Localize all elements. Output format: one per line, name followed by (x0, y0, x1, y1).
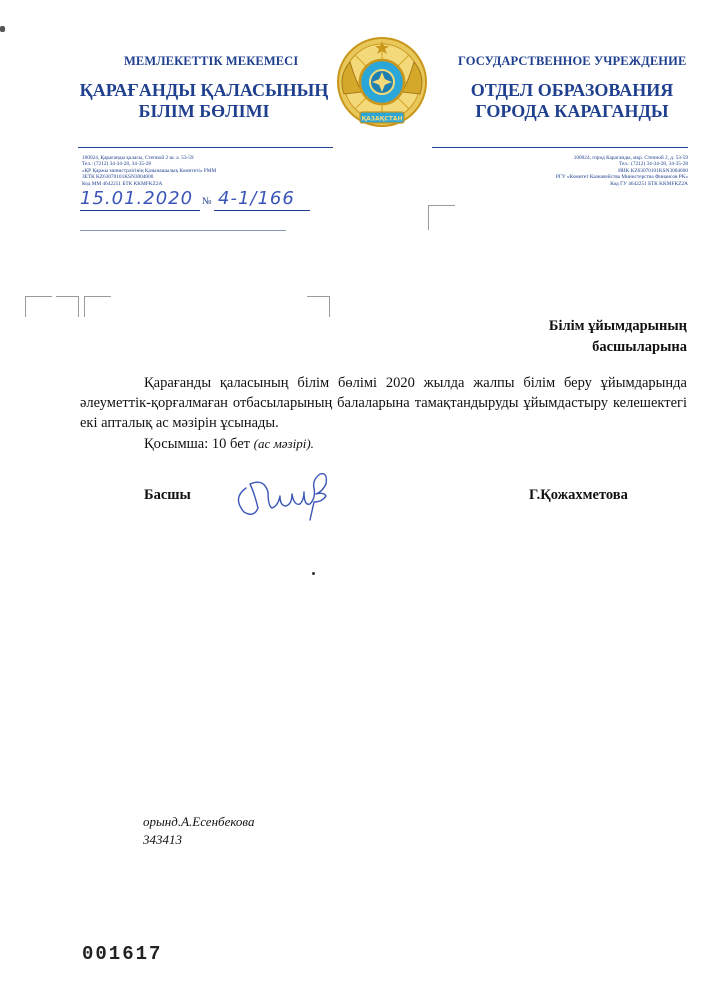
corner-bracket (25, 296, 52, 317)
address-kk-line: Тел.: (7212) 34-34-28, 34-35-28 (82, 161, 152, 168)
org-name-kk-line1: ҚАРАҒАНДЫ ҚАЛАСЫНЫҢ (79, 80, 329, 100)
org-name-ru (444, 80, 700, 122)
addressee (460, 316, 687, 358)
address-ru-line: 100024, город Караганды, мкр. Степной 2, д. 53-59 (573, 155, 688, 161)
form-number: 001617 (82, 943, 163, 965)
reference-underline (80, 230, 286, 231)
corner-bracket (56, 296, 79, 317)
registration-number: 4-1/166 (218, 188, 295, 209)
attachment-note: (ас мәзірі). (253, 436, 314, 451)
corner-bracket (84, 296, 111, 317)
org-type-ru: ГОСУДАРСТВЕННОЕ УЧРЕЖДЕНИЕ (458, 54, 687, 68)
header-rule-left (78, 147, 333, 148)
attachment (144, 434, 314, 454)
addressee-line2: басшыларына (592, 339, 687, 355)
address-ru-line: ИИК KZ63070101KSN3004000 (618, 167, 688, 174)
executor (143, 813, 254, 849)
org-name-ru-line1: ОТДЕЛ ОБРАЗОВАНИЯ (470, 80, 674, 100)
header-rule-right (432, 147, 688, 148)
org-name-kk (78, 80, 330, 122)
registration-date: 15.01.2020 (80, 188, 194, 209)
address-kk-line: Код ММ 4642251 БТК KKMFKZ2A (82, 180, 163, 187)
org-name-kk-line2: БІЛІМ БӨЛІМІ (138, 101, 270, 121)
state-emblem-icon (334, 36, 430, 132)
org-name-ru-line2: ГОРОДА КАРАГАНДЫ (475, 101, 669, 121)
address-kk-line: ЗЕТК KZ63070101KSN3004000 (82, 174, 154, 181)
attachment-label: Қосымша: 10 бет (144, 436, 250, 452)
executor-phone: 343413 (143, 832, 182, 847)
corner-bracket (428, 205, 455, 230)
scan-dot (312, 572, 315, 575)
body-paragraph: Қарағанды қаласының білім бөлімі 2020 жылда жалпы білім беру ұйымдарында әлеуметтік-қорғалмаған отбасыларының балаларына тамақтандыруды ұйымдастыру келешектегі екі апталық ас мәзірін ұсынады. (80, 375, 687, 431)
scan-speck (0, 26, 5, 32)
address-kk-line: 100024, Қарағанды қаласы, Степной 2 ш. ә. 53-59 (82, 155, 194, 161)
org-type-kk: МЕМЛЕКЕТТІК МЕКЕМЕСІ (124, 54, 299, 68)
address-kk (82, 155, 332, 187)
addressee-line1: Білім ұйымдарының (548, 318, 687, 334)
address-ru-line: Тел.: (7212) 34-34-28, 34-35-28 (618, 161, 688, 168)
address-ru (436, 155, 688, 187)
executor-name: орынд.А.Есенбекова (143, 814, 255, 829)
svg-text:ҚАЗАҚСТАН: ҚАЗАҚСТАН (361, 115, 403, 123)
corner-bracket (307, 296, 330, 317)
registration-number-underline (214, 210, 310, 211)
handwritten-signature (228, 462, 346, 524)
signatory-name: Г.Қожахметова (529, 487, 628, 503)
signature-title: Басшы (144, 487, 191, 503)
registration-underline (80, 210, 200, 211)
address-kk-line: «ҚР Қаржы министрлігінің Қазынашылық Комитеті» РММ (82, 167, 217, 174)
address-ru-line: Код ГУ 4642251 БТК KKMFKZ2A (610, 180, 688, 187)
registration-number-label: № (202, 196, 212, 207)
address-ru-line: РГУ «Комитет Казначейства Министерства Финансов РК» (555, 174, 688, 181)
